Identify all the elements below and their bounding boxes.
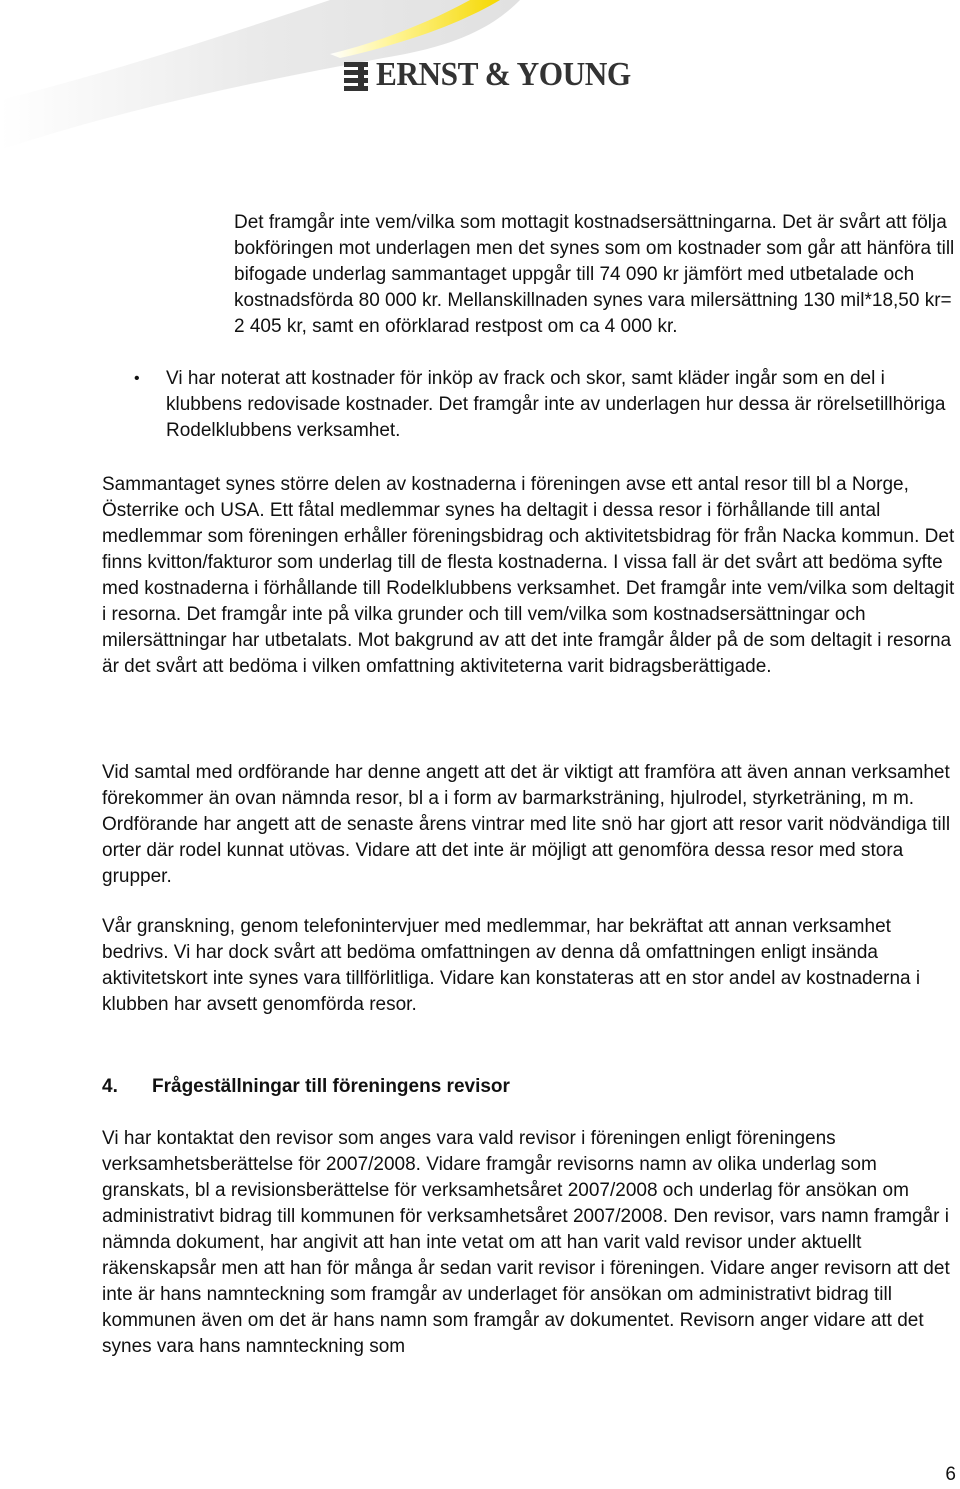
section-paragraph: Vi har kontaktat den revisor som anges vara vald revisor i föreningen enligt föreningens verksamhetsberättelse för 2007/2008. Vidare framgår revisorns namn av olika underlag som granskats, bl a revisionsberättelse för verksamhetsåret 2007/2008 och underlag för ansökan om administrativt bidrag till kommunen för verksamhetsåret 2007/2008. Den revisor, vars namn framgår i nämnda dokument, har angivit att han inte vetat om att han varit vald revisor under aktuellt räkenskapsår men att han för många år sedan varit revisor i föreningen. Vidare anger revisorn att det inte är hans namnteckning som framgår av underlaget för ansökan om administrativt bidrag till kommunen även om det är hans namn som framgår av dokumentet. Revisorn anger vidare att det synes vara hans namnteckning som: [102, 1128, 950, 1357]
paragraph-travel-costs: Sammantaget synes större delen av kostnaderna i föreningen avse ett antal resor till bl a Norge, Österrike och USA. Ett fåtal medlemmar synes ha deltagit i dessa resor i förhållande till antal medlemmar som föreningen erhåller föreningsbidrag och aktivitetsbidrag för från Nacka kommun. Det finns kvitton/fakturor som underlag till de flesta kostnaderna. I vissa fall är det svårt att bedöma syfte med kostnaderna i förhållande till Rodelklubbens verksamhet. Det framgår inte vem/vilka som deltagit i resorna. Det framgår inte på vilka grunder och till vem/vilka som kostnadsersättningar och milersättningar har utbetalats. Mot bakgrund av att det inte framgår ålder på de som deltagit i resorna är det svårt att bedöma i vilken omfattning aktiviteterna varit bidragsberättigade.: [102, 474, 955, 677]
page-number: 6: [945, 1464, 956, 1485]
section-number: 4.: [102, 1076, 118, 1097]
paragraph-review-findings: Vår granskning, genom telefonintervjuer med medlemmar, har bekräftat att annan verksamhet bedrivs. Vi har dock svårt att bedöma omfattningen av denna då omfattningen enligt insända aktivitetskort inte synes vara tillförlitliga. Vidare kan konstateras att en stor andel av kostnaderna i klubben har avsett genomförda resor.: [102, 916, 921, 1015]
bullet-point: •: [134, 370, 140, 387]
section-heading: [102, 1076, 510, 1098]
bullet-text: Vi har noterat att kostnader för inköp av frack och skor, samt kläder ingår som en del i klubbens redovisade kostnader. Det framgår inte av underlagen hur dessa är rörelsetillhöriga Rodelklubbens verksamhet.: [166, 368, 946, 441]
ernst-young-logo-text: ERNST & YOUNG: [376, 56, 631, 93]
intro-paragraph: Det framgår inte vem/vilka som mottagit kostnadsersättningarna. Det är svårt att följa bokföringen mot underlagen men det synes som om kostnader som går att hänföra till bifogade underlag sammantaget uppgår till 74 090 kr jämfört med utbetalade och kostnadsförda 80 000 kr. Mellanskillnaden synes vara milersättning 130 mil*18,50 kr= 2 405 kr, samt en oförklarad restpost om ca 4 000 kr.: [234, 212, 955, 337]
section-title: Frågeställningar till föreningens revisor: [152, 1076, 510, 1097]
paragraph-chairman-statement: Vid samtal med ordförande har denne angett att det är viktigt att framföra att även annan verksamhet förekommer än ovan nämnda resor, bl a i form av barmarksträning, hjulrodel, styrketräning, m m. Ordförande har angett att de senaste årens vintrar med lite snö har gjort att resor varit nödvändiga till orter där rodel kunnat utövas. Vidare att det inte är möjligt att genomföra dessa resor med stora grupper.: [102, 762, 951, 887]
